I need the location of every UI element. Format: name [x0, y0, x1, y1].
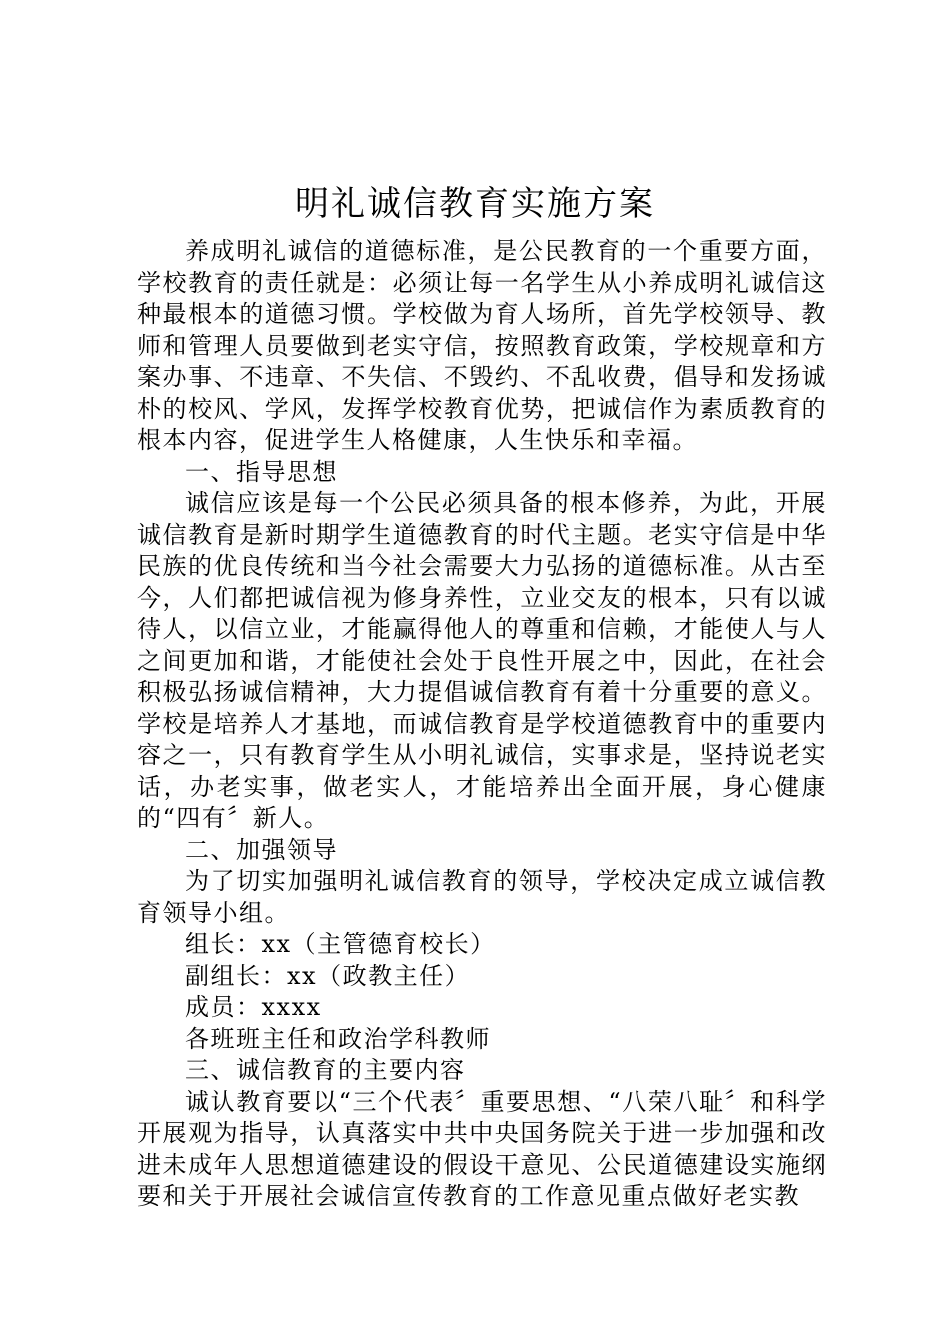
document-title: 明礼诚信教育实施方案 — [295, 184, 655, 224]
section-heading-guiding-ideology: 一、指导思想 — [185, 457, 338, 486]
group-leader-line: 组长：xx（主管德育校长） — [185, 930, 496, 958]
members-line: 成员：xxxx — [185, 993, 322, 1021]
section-heading-main-content: 三、诚信教育的主要内容 — [185, 1056, 466, 1084]
intro-paragraph: 养成明礼诚信的道德标准，是公民教育的一个重要方面，学校教育的责任就是：必须让每一名学生从小养成明礼诚信这种最根本的道德习惯。学校做为育人场所，首先学校领导、教师和管理人员要做到老实守信，按照教育政策，学校规章和方案办事、不违章、不失信、不毁约、不乱收费，倡导和发扬诚朴的校风、学风，发挥学校教育优势，把诚信作为素质教育的根本内容，促进学生人格健康，人生快乐和幸福。 — [137, 237, 827, 454]
guiding-ideology-paragraph: 诚信应该是每一个公民必须具备的根本修养，为此，开展诚信教育是新时期学生道德教育的时代主题。老实守信是中华民族的优良传统和当今社会需要大力弘扬的道德标准。从古至今，人们都把诚信视为修身养性，立业交友的根本，只有以诚待人，以信立业，才能赢得他人的尊重和信赖，才能使人与人之间更加和谐，才能使社会处于良性开展之中，因此，在社会积极弘扬诚信精神，大力提倡诚信教育有着十分重要的意义。学校是培养人才基地，而诚信教育是学校道德教育中的重要内容之一，只有教育学生从小明礼诚信，实事求是，坚持说老实话，办老实事，做老实人，才能培养出全面开展，身心健康的“四有〞新人。 — [137, 489, 827, 832]
deputy-leader-line: 副组长：xx（政教主任） — [185, 961, 471, 990]
leadership-paragraph: 为了切实加强明礼诚信教育的领导，学校决定成立诚信教育领导小组。 — [137, 867, 827, 927]
document-body — [137, 236, 827, 1213]
section-heading-leadership: 二、加强领导 — [185, 835, 338, 864]
teachers-line: 各班班主任和政治学科教师 — [185, 1024, 491, 1053]
main-content-paragraph: 诚认教育要以“三个代表〞重要思想、“八荣八耻〞和科学开展观为指导，认真落实中共中央国务院关于进一步加强和改进未成年人思想道德建设的假设干意见、公民道德建设实施纲要和关于开展社会诚信宣传教育的工作意见重点做好老实教 — [137, 1087, 827, 1210]
